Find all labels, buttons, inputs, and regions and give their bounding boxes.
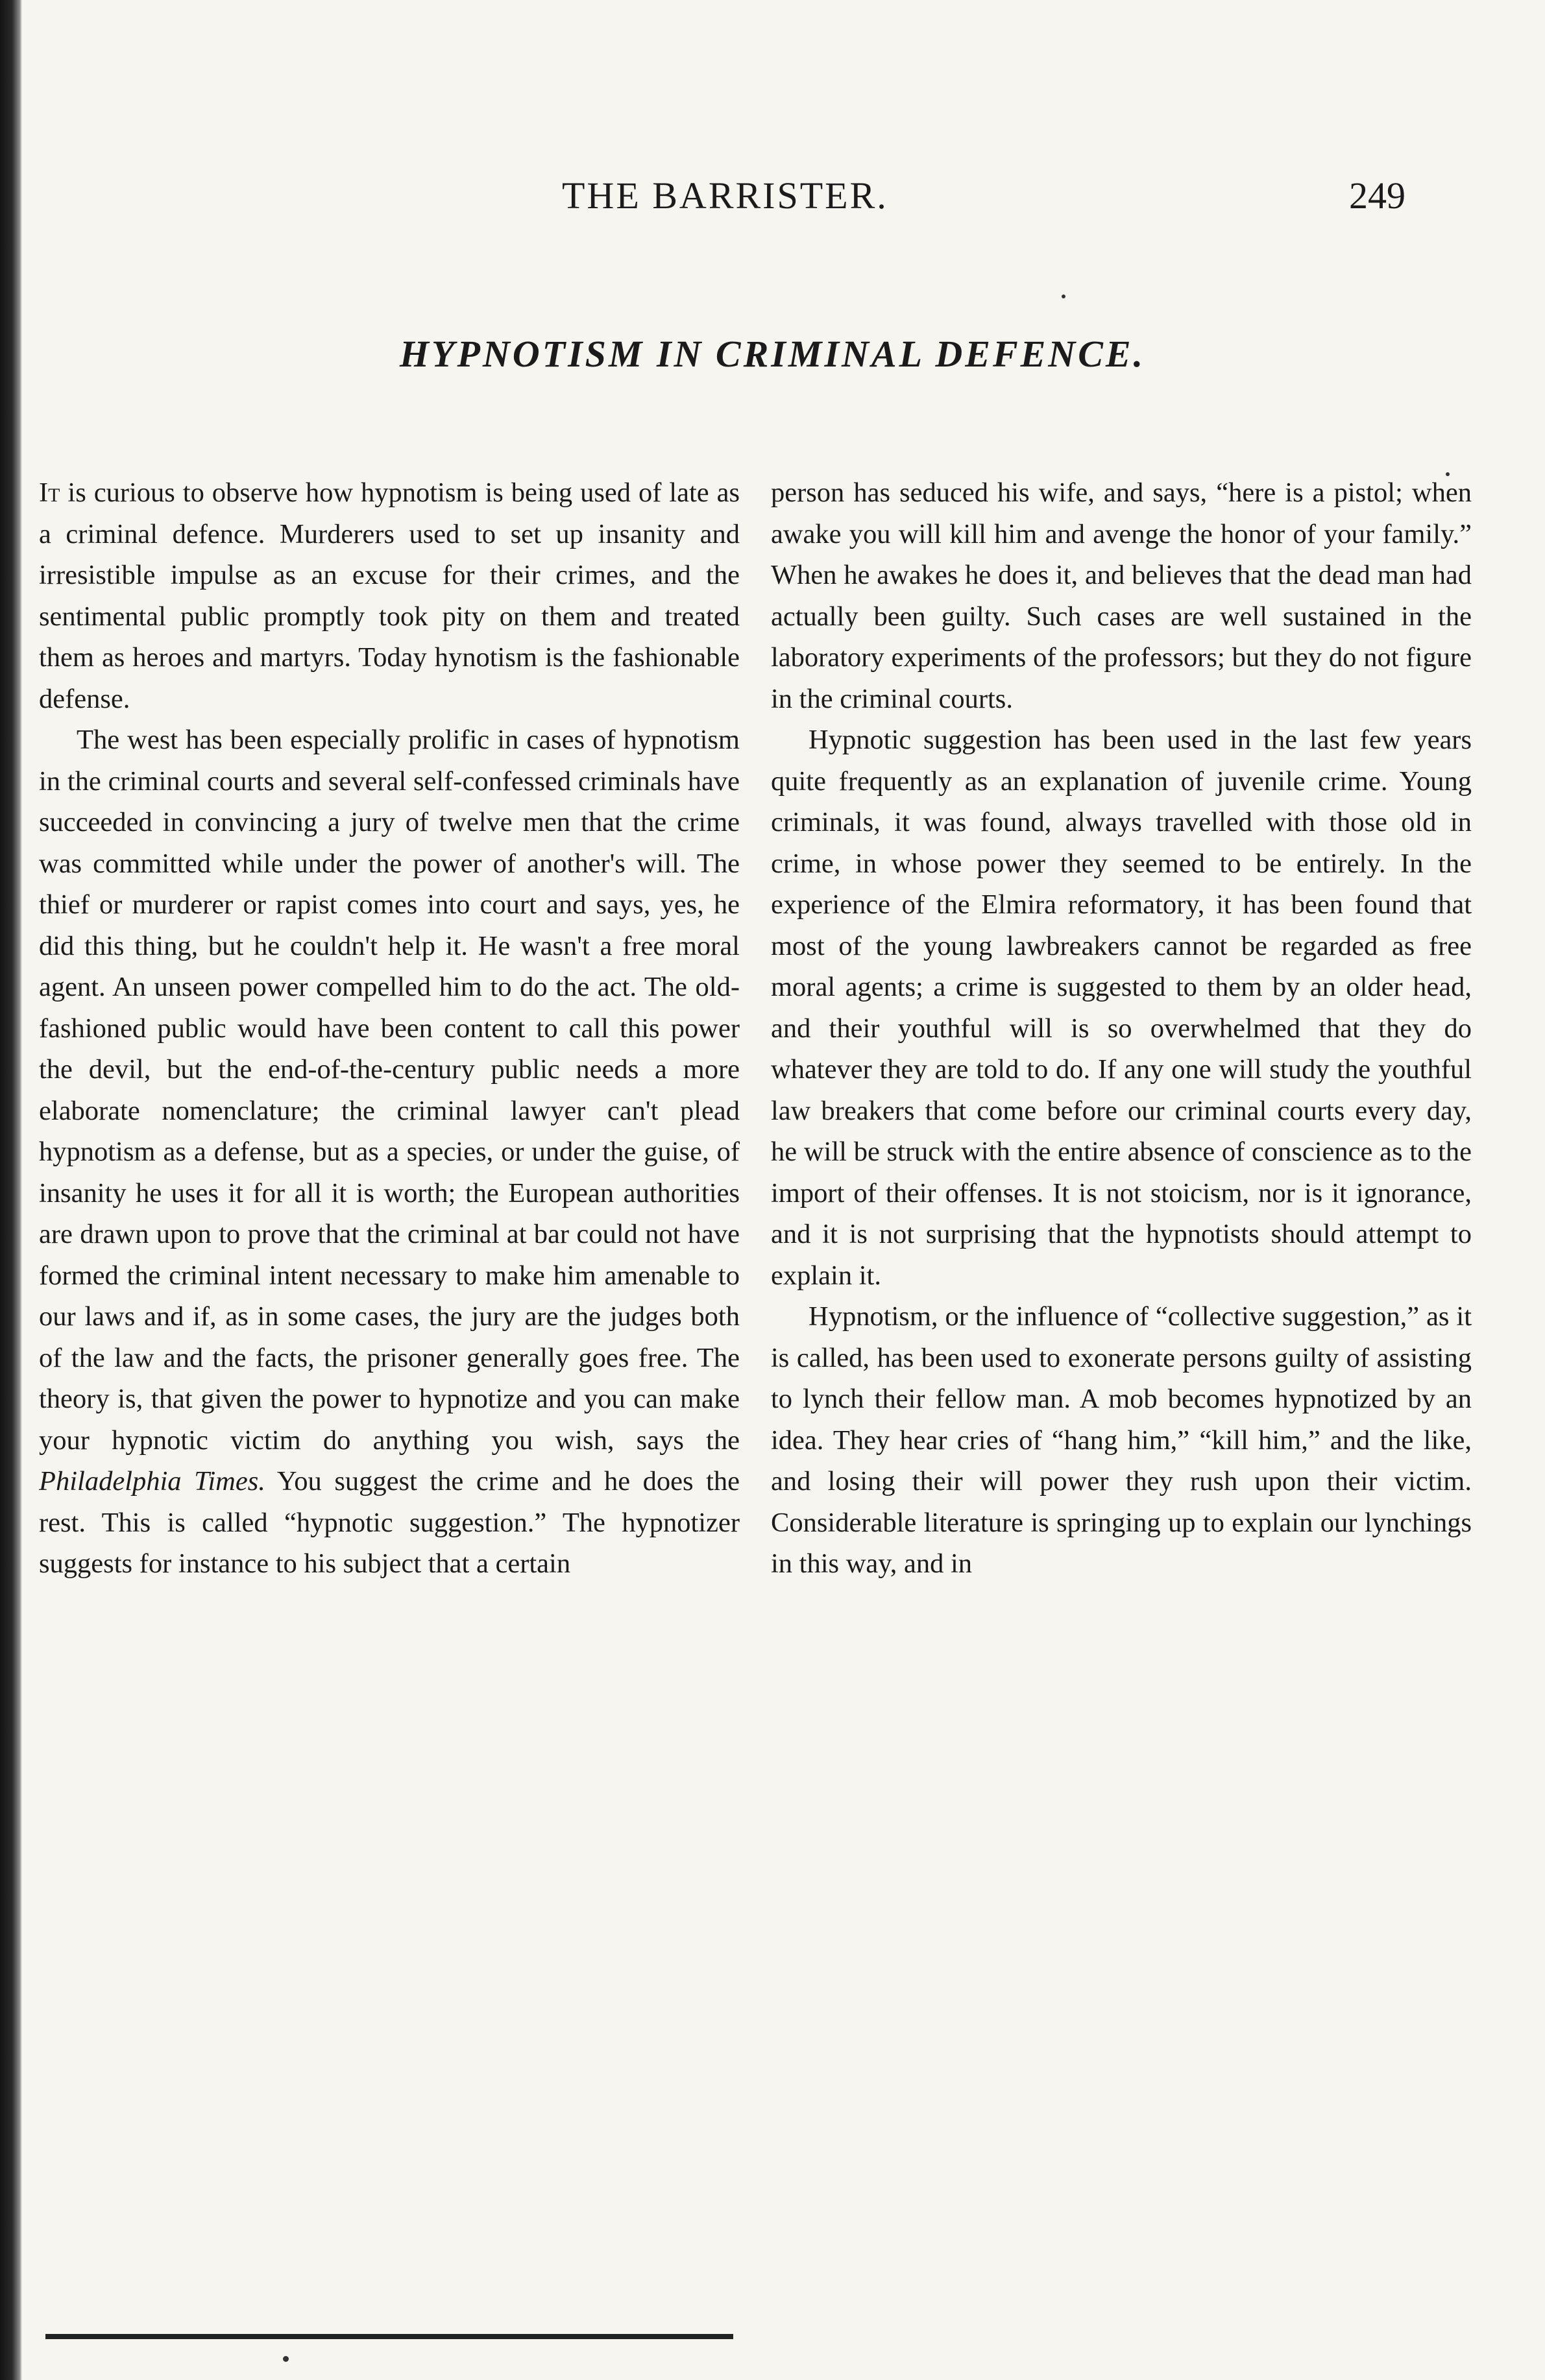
scan-edge-bottom bbox=[45, 2334, 733, 2339]
left-column bbox=[39, 472, 740, 1585]
paragraph-2-text-a: The west has been especially prolific in cases of hypnotism in the criminal courts and several self-confessed criminals have succeeded in convincing a jury of twelve men that the crime was committed while under the power of another's will. The thief or murderer or rapist comes into court and says, yes, he did this thing, but he couldn't help it. He wasn't a free moral agent. An unseen power compelled him to do the act. The old-fashioned public would have been content to call this power the devil, but the end-of-the-century public needs a more elaborate nomenclature; the criminal lawyer can't plead hypnotism as a defense, but as a species, or under the guise, of insanity he uses it for all it is worth; the European authorities are drawn upon to prove that the criminal at bar could not have formed the criminal intent necessary to make him amenable to our laws and if, as in some cases, the jury are the judges both of the law and the facts, the prisoner generally goes free. The theory is, that given the power to hypnotize and you can make your hypnotic victim do anything you wish, says the bbox=[39, 725, 740, 1456]
paragraph-lead-word: It bbox=[39, 477, 60, 508]
paragraph-2-text-b: You suggest the crime and he does the rest. This is called “hypnotic suggestion.” The hypnotizer suggests for instance to his subject that a certain bbox=[39, 1466, 740, 1579]
right-column bbox=[771, 472, 1472, 1585]
source-citation: Philadelphia Times. bbox=[39, 1466, 265, 1497]
paragraph-3: person has seduced his wife, and says, “here is a pistol; when awake you will kill him and avenge the honor of your family.” When he awakes he does it, and believes that the dead man had actually been guilty. Such cases are well sustained in the laboratory experiments of the professors; but they do not figure in the criminal courts. bbox=[771, 477, 1472, 714]
ink-speck bbox=[1062, 294, 1065, 298]
paragraph-5: Hypnotism, or the influence of “collective suggestion,” as it is called, has been used to exonerate persons guilty of assisting to lynch their fellow man. A mob becomes hypnotized by an idea. They hear cries of “hang him,” “kill him,” and the like, and losing their will power they rush upon their victim. Considerable literature is springing up to explain our lynchings in this way, and in bbox=[771, 1301, 1472, 1579]
article-title: HYPNOTISM IN CRIMINAL DEFENCE. bbox=[399, 333, 1146, 375]
paragraph-4: Hypnotic suggestion has been used in the last few years quite frequently as an explanation of juvenile crime. Young criminals, it was found, always travelled with those old in crime, in whose power they seemed to be entirely. In the experience of the Elmira reformatory, it has been found that most of the young lawbreakers cannot be regarded as free moral agents; a crime is suggested to them by an older head, and their youthful will is so overwhelmed that they do whatever they are told to do. If any one will study the youthful law breakers that come before our criminal courts every day, he will be struck with the entire absence of conscience as to the import of their offenses. It is not stoicism, nor is it ignorance, and it is not surprising that the hypnotists should attempt to explain it. bbox=[771, 725, 1472, 1291]
page-number: 249 bbox=[1349, 174, 1405, 217]
page-header bbox=[562, 174, 1405, 219]
paragraph-1 bbox=[39, 472, 740, 719]
ink-speck bbox=[1446, 472, 1450, 476]
paragraph-1-text: is curious to observe how hypnotism is being used of late as a criminal defence. Murderers used to set up insanity and irresistible impulse as an excuse for their crimes, and the sentimental public promptly took pity on them and treated them as heroes and martyrs. Today hynotism is the fashionable defense. bbox=[39, 477, 740, 714]
paragraph-2 bbox=[39, 719, 740, 1585]
running-title: THE BARRISTER. bbox=[562, 174, 888, 217]
ink-speck bbox=[283, 2356, 289, 2362]
